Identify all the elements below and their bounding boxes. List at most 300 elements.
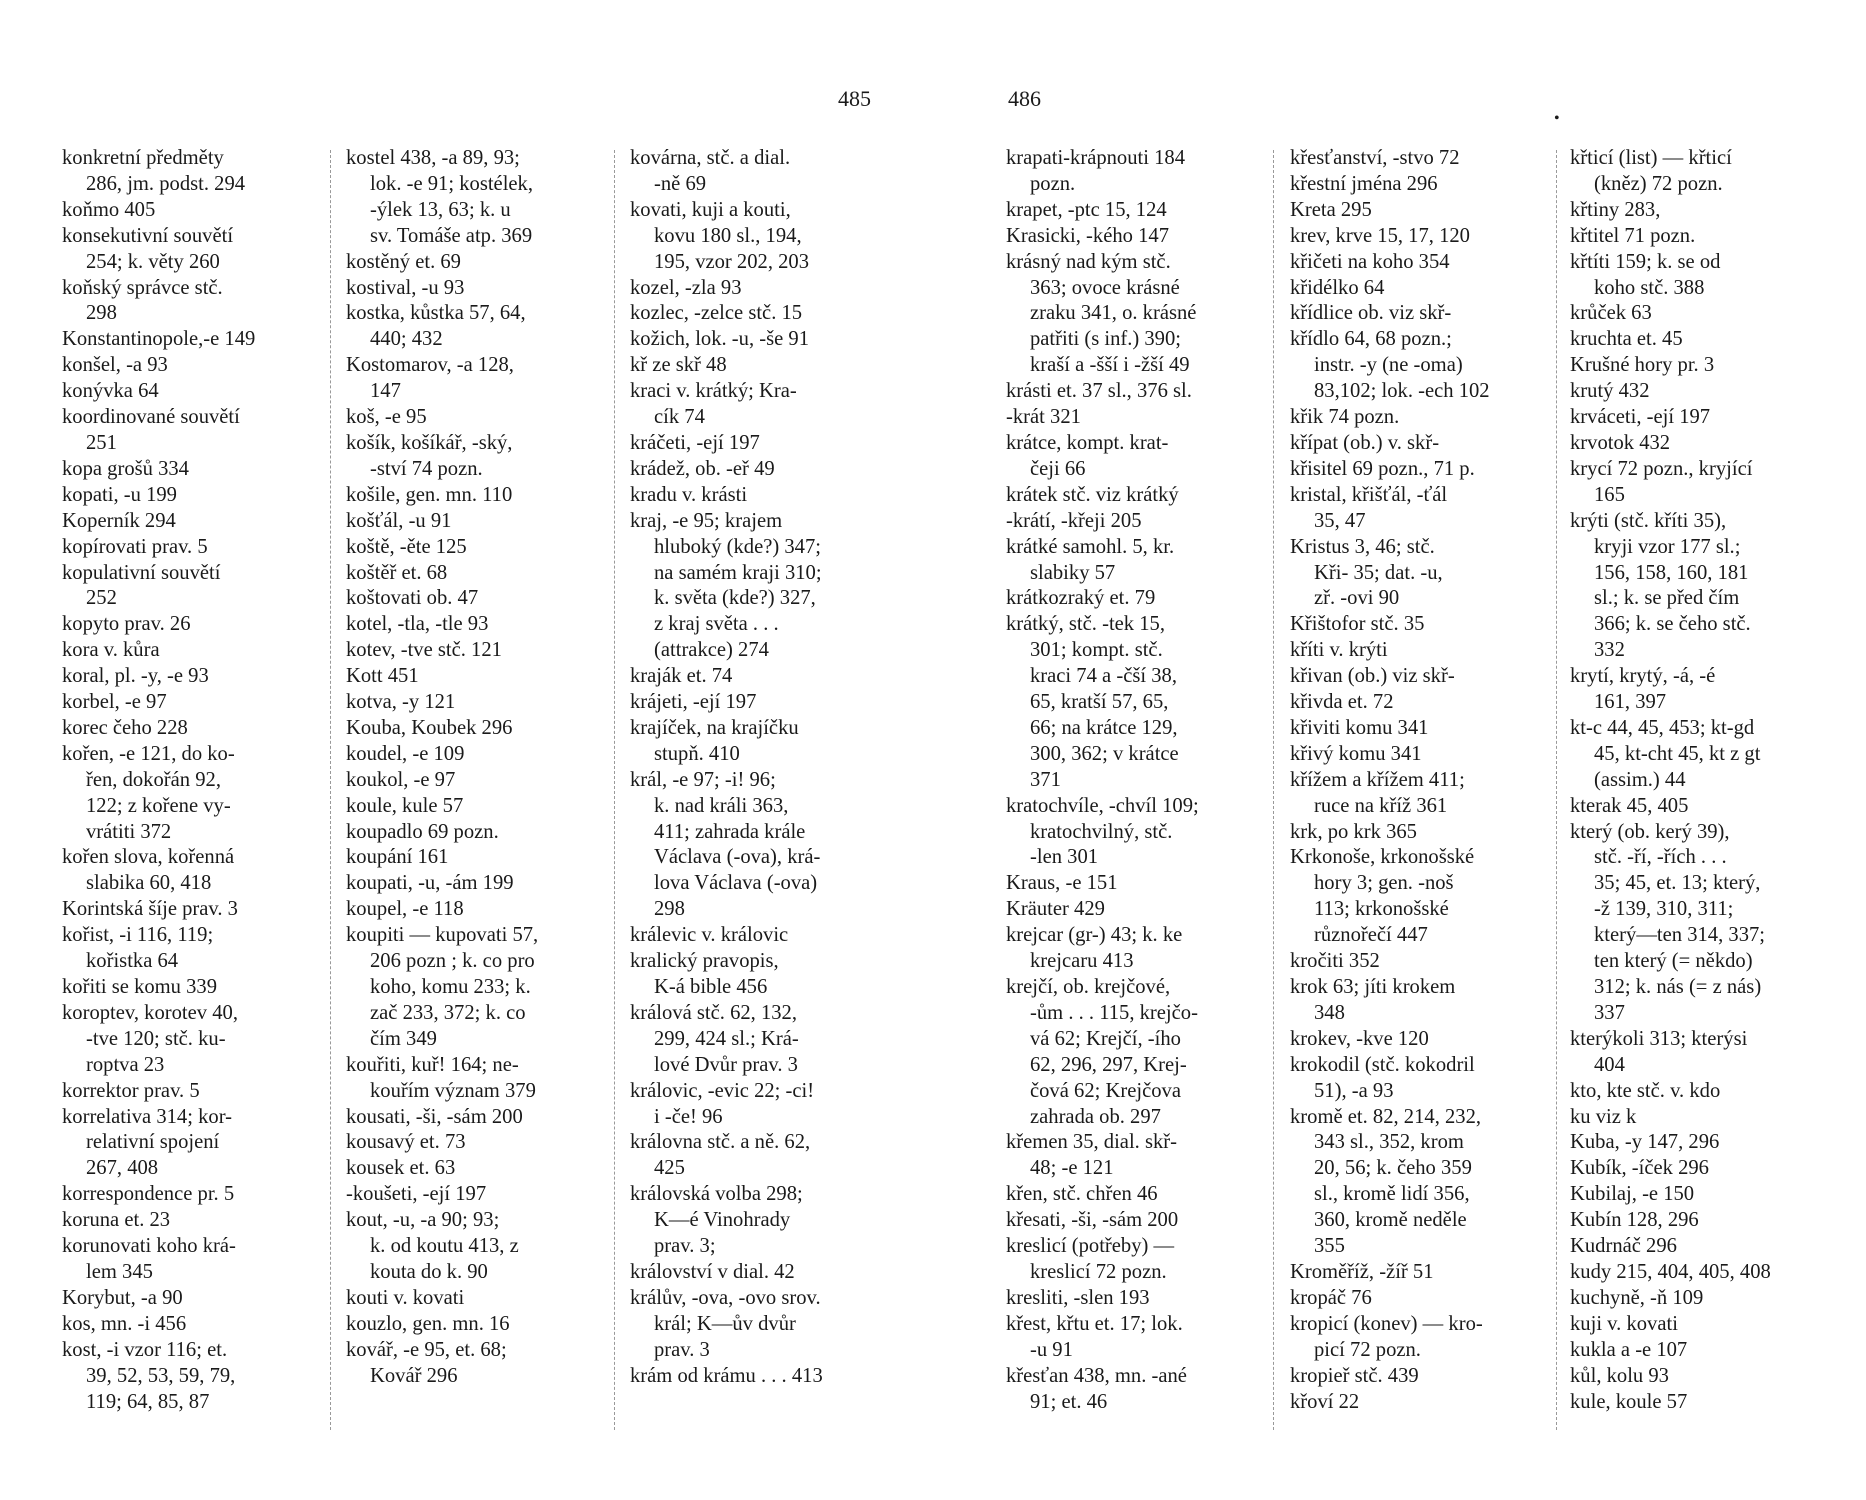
index-entry <box>62 923 255 975</box>
index-entry <box>1006 897 1199 923</box>
entry-headline: krváceti, -ejí 197 <box>1570 406 1711 429</box>
entry-continuation: 206 pozn ; k. co pro <box>370 950 535 973</box>
index-entry <box>630 431 823 457</box>
entry-headline: křičeti na koho 354 <box>1290 250 1450 273</box>
index-entry <box>1290 1053 1490 1105</box>
entry-headline: král, -e 97; -i! 96; <box>630 768 776 791</box>
entry-headline: Krušné hory pr. 3 <box>1570 354 1715 377</box>
index-entry <box>1006 586 1199 612</box>
entry-continuation: kratochvilný, stč. <box>1030 820 1173 843</box>
entry-headline: kropieř stč. 439 <box>1290 1364 1419 1387</box>
index-entry <box>62 535 255 561</box>
entry-headline: křídlice ob. viz skř- <box>1290 302 1452 325</box>
entry-headline: kt-c 44, 45, 453; kt-gd <box>1570 716 1755 739</box>
entry-headline: koukol, -e 97 <box>346 768 456 791</box>
entry-headline: kopyto prav. 26 <box>62 613 191 636</box>
entry-headline: kto, kte stč. v. kdo <box>1570 1079 1721 1102</box>
entry-continuation: 91; et. 46 <box>1030 1390 1108 1413</box>
entry-headline: Kouba, Koubek 296 <box>346 716 513 739</box>
index-entry <box>346 353 538 405</box>
entry-continuation: čeji 66 <box>1030 457 1086 480</box>
index-entry <box>1006 1286 1199 1312</box>
index-entry <box>1006 1312 1199 1364</box>
entry-headline: kráčeti, -ejí 197 <box>630 431 760 454</box>
entry-continuation: zahrada ob. 297 <box>1030 1105 1161 1128</box>
index-column-5 <box>1290 146 1490 1415</box>
entry-headline: královna stč. a ně. 62, <box>630 1131 811 1154</box>
index-entry <box>1290 224 1490 250</box>
entry-headline: kozel, -zla 93 <box>630 276 742 299</box>
index-entry <box>1570 509 1771 664</box>
index-entry <box>62 405 255 457</box>
index-entry <box>1290 327 1490 405</box>
entry-headline: kralický pravopis, <box>630 950 779 973</box>
entry-continuation: zač 233, 372; k. co <box>370 1001 526 1024</box>
index-entry <box>1570 353 1771 379</box>
entry-headline: kořiti se komu 339 <box>62 976 218 998</box>
entry-headline: Kubík, -íček 296 <box>1570 1157 1709 1180</box>
entry-continuation: Kři- 35; dat. -u, <box>1314 561 1443 584</box>
index-entry <box>62 276 255 328</box>
index-entry <box>346 871 538 897</box>
index-entry <box>1570 250 1771 302</box>
entry-continuation: prav. 3 <box>654 1338 710 1361</box>
index-entry <box>1570 664 1771 716</box>
entry-continuation: koho, komu 233; k. <box>370 976 531 998</box>
entry-headline: Kubilaj, -e 150 <box>1570 1183 1695 1206</box>
index-entry <box>62 690 255 716</box>
entry-headline: kořen slova, kořenná <box>62 846 235 869</box>
entry-continuation: 251 <box>86 431 117 454</box>
index-entry <box>1570 1208 1771 1234</box>
entry-headline: krájeti, -ejí 197 <box>630 691 757 714</box>
entry-continuation: ruce na kříž 361 <box>1314 794 1448 817</box>
entry-headline: -krátí, -křeji 205 <box>1006 509 1142 532</box>
entry-headline: krám od krámu . . . 413 <box>630 1364 823 1387</box>
entry-headline: křesati, -ši, -sám 200 <box>1006 1209 1179 1232</box>
index-entry <box>62 483 255 509</box>
entry-headline: kůl, kolu 93 <box>1570 1364 1669 1387</box>
index-entry <box>1290 820 1490 846</box>
entry-continuation: sl., kromě lidí 356, <box>1314 1183 1470 1206</box>
entry-headline: kristal, křišťál, -ťál <box>1290 483 1448 506</box>
index-entry <box>1006 1364 1199 1416</box>
entry-headline: krvotok 432 <box>1570 431 1671 454</box>
index-entry <box>62 1105 255 1183</box>
index-entry <box>1570 820 1771 1027</box>
index-column-4 <box>1006 146 1199 1415</box>
index-entry <box>346 431 538 483</box>
entry-headline: Krasicki, -kého 147 <box>1006 224 1169 247</box>
entry-headline: krátkozraký et. 79 <box>1006 587 1156 610</box>
entry-headline: křípat (ob.) v. skř- <box>1290 431 1440 454</box>
index-entry <box>1570 327 1771 353</box>
index-entry <box>1290 1390 1490 1416</box>
entry-continuation: 298 <box>86 302 117 325</box>
entry-continuation: -ýlek 13, 63; k. u <box>370 198 511 221</box>
entry-headline: Kreta 295 <box>1290 198 1372 221</box>
entry-headline: křtitel 71 pozn. <box>1570 224 1696 247</box>
entry-continuation: kryji vzor 177 sl.; <box>1594 535 1741 558</box>
entry-headline: křen, stč. chřen 46 <box>1006 1183 1158 1206</box>
index-entry <box>62 716 255 742</box>
index-entry <box>62 224 255 276</box>
entry-continuation: slabiky 57 <box>1030 561 1116 584</box>
entry-headline: křestní jména 296 <box>1290 172 1438 195</box>
entry-headline: Kostomarov, -a 128, <box>346 354 514 377</box>
entry-continuation: -ům . . . 115, krejčo- <box>1030 1001 1198 1024</box>
entry-headline: křtiny 283, <box>1570 198 1661 221</box>
index-entry <box>1570 1079 1771 1105</box>
entry-continuation: 332 <box>1594 639 1625 662</box>
entry-headline: kovář, -e 95, et. 68; <box>346 1338 507 1361</box>
entry-continuation: čím 349 <box>370 1027 437 1050</box>
entry-headline: kousavý et. 73 <box>346 1131 466 1154</box>
entry-continuation: pozn. <box>1030 172 1076 195</box>
entry-headline: krok 63; jíti krokem <box>1290 976 1456 998</box>
index-entry <box>62 146 255 198</box>
index-entry <box>1290 301 1490 327</box>
entry-headline: ku viz k <box>1570 1105 1637 1128</box>
entry-headline: krátké samohl. 5, kr. <box>1006 535 1175 558</box>
entry-headline: kožich, lok. -u, -še 91 <box>630 328 810 351</box>
entry-headline: koordinované souvětí <box>62 406 240 429</box>
entry-headline: kropáč 76 <box>1290 1286 1372 1309</box>
entry-headline: kouzlo, gen. mn. 16 <box>346 1312 510 1335</box>
index-entry <box>1570 1364 1771 1390</box>
entry-headline: koudel, -e 109 <box>346 742 465 765</box>
entry-continuation: 299, 424 sl.; Krá- <box>654 1027 799 1050</box>
entry-continuation: 404 <box>1594 1053 1625 1076</box>
entry-headline: kročiti 352 <box>1290 950 1380 973</box>
entry-headline: krapati-krápnouti 184 <box>1006 147 1185 169</box>
index-entry <box>1290 638 1490 664</box>
index-entry <box>346 405 538 431</box>
entry-headline: Korybut, -a 90 <box>62 1286 183 1309</box>
entry-headline: konsekutivní souvětí <box>62 224 234 247</box>
index-entry <box>1570 1260 1771 1286</box>
entry-headline: Křištofor stč. 35 <box>1290 613 1425 636</box>
entry-headline: korrespondence pr. 5 <box>62 1183 235 1206</box>
entry-continuation: který—ten 314, 337; <box>1594 924 1766 947</box>
index-entry <box>1006 379 1199 405</box>
entry-headline: koštovati ob. 47 <box>346 587 479 610</box>
index-entry <box>346 1182 538 1208</box>
index-entry <box>630 690 823 716</box>
entry-headline: koule, kule 57 <box>346 794 464 817</box>
index-entry <box>1570 146 1771 198</box>
entry-continuation: vrátiti 372 <box>86 820 172 843</box>
index-entry <box>346 301 538 353</box>
entry-continuation: 35, 47 <box>1314 509 1366 532</box>
entry-continuation: sv. Tomáše atp. 369 <box>370 224 533 247</box>
entry-headline: kozlec, -zelce stč. 15 <box>630 302 803 325</box>
entry-continuation: K-á bible 456 <box>654 976 768 998</box>
entry-continuation: i -če! 96 <box>654 1105 723 1128</box>
entry-continuation: král; K—ův dvůr <box>654 1312 796 1335</box>
index-entry <box>630 1182 823 1260</box>
entry-continuation: instr. -y (ne -oma) <box>1314 354 1463 377</box>
entry-headline: křížem a křížem 411; <box>1290 768 1465 791</box>
index-entry <box>346 276 538 302</box>
index-entry <box>1290 405 1490 431</box>
index-entry <box>62 561 255 613</box>
entry-continuation: (attrakce) 274 <box>654 639 769 662</box>
index-entry <box>630 1364 823 1390</box>
index-entry <box>346 638 538 664</box>
index-entry <box>1570 301 1771 327</box>
entry-continuation: 254; k. věty 260 <box>86 250 220 273</box>
entry-continuation: 48; -e 121 <box>1030 1157 1114 1180</box>
entry-headline: krev, krve 15, 17, 120 <box>1290 224 1470 247</box>
entry-headline: kraci v. krátký; Kra- <box>630 380 797 403</box>
index-entry <box>630 198 823 276</box>
entry-continuation: 348 <box>1314 1001 1345 1024</box>
entry-headline: křídlo 64, 68 pozn.; <box>1290 328 1452 351</box>
entry-headline: kořen, -e 121, do ko- <box>62 742 235 765</box>
index-entry <box>1006 871 1199 897</box>
index-entry <box>630 301 823 327</box>
index-entry <box>346 690 538 716</box>
entry-headline: kostival, -u 93 <box>346 276 465 299</box>
entry-continuation: lova Václava (-ova) <box>654 872 818 895</box>
entry-headline: krátce, kompt. krat- <box>1006 431 1169 454</box>
index-entry <box>346 561 538 587</box>
entry-headline: kousek et. 63 <box>346 1157 456 1180</box>
entry-continuation: z kraj světa . . . <box>654 613 779 636</box>
entry-continuation: 267, 408 <box>86 1157 159 1180</box>
entry-continuation: 337 <box>1594 1001 1625 1024</box>
entry-continuation: 343 sl., 352, krom <box>1314 1131 1464 1154</box>
entry-continuation: -ž 139, 310, 311; <box>1594 898 1734 921</box>
entry-headline: kotva, -y 121 <box>346 691 456 714</box>
entry-headline: krýti (stč. kříti 35), <box>1570 509 1727 532</box>
entry-continuation: 51), -a 93 <box>1314 1079 1394 1102</box>
entry-continuation: 62, 296, 297, Krej- <box>1030 1053 1187 1076</box>
entry-continuation: 65, kratší 57, 65, <box>1030 691 1169 714</box>
entry-continuation: 366; k. se čeho stč. <box>1594 613 1751 636</box>
index-entry <box>1570 1027 1771 1079</box>
entry-continuation: relativní spojení <box>86 1131 220 1154</box>
entry-continuation: kouřím význam 379 <box>370 1079 536 1102</box>
entry-headline: koš, -e 95 <box>346 406 427 429</box>
entry-continuation: 83,102; lok. -ech 102 <box>1314 380 1490 403</box>
index-entry <box>1006 431 1199 483</box>
entry-headline: kuji v. kovati <box>1570 1312 1678 1335</box>
index-entry <box>346 1156 538 1182</box>
index-entry <box>1006 794 1199 872</box>
index-entry <box>1570 198 1771 224</box>
index-entry <box>1570 1182 1771 1208</box>
entry-headline: konšel, -a 93 <box>62 354 168 377</box>
entry-headline: Kott 451 <box>346 665 419 688</box>
entry-headline: královic, -evic 22; -ci! <box>630 1079 815 1102</box>
index-entry <box>1290 1312 1490 1364</box>
entry-headline: Krkonoše, krkonošské <box>1290 846 1475 869</box>
column-rule <box>614 150 615 1430</box>
entry-headline: Korintská šíje prav. 3 <box>62 898 238 921</box>
index-entry <box>1570 1312 1771 1338</box>
entry-continuation: čová 62; Krejčova <box>1030 1079 1181 1102</box>
entry-continuation: 300, 362; v krátce <box>1030 742 1179 765</box>
entry-headline: koupání 161 <box>346 846 449 869</box>
index-entry <box>1290 975 1490 1027</box>
entry-headline: koroptev, korotev 40, <box>62 1001 238 1024</box>
entry-headline: kropicí (konev) — kro- <box>1290 1312 1483 1335</box>
index-entry <box>1006 483 1199 509</box>
entry-continuation: 440; 432 <box>370 328 443 351</box>
index-entry <box>1006 224 1199 250</box>
entry-continuation: k. nad králi 363, <box>654 794 789 817</box>
index-entry <box>346 146 538 250</box>
index-entry <box>630 664 823 690</box>
index-entry <box>630 1260 823 1286</box>
index-entry <box>1290 276 1490 302</box>
index-entry <box>1570 1130 1771 1156</box>
entry-headline: křiviti komu 341 <box>1290 716 1429 739</box>
entry-headline: košile, gen. mn. 110 <box>346 483 513 506</box>
entry-continuation: 45, kt-cht 45, kt z gt <box>1594 742 1761 765</box>
index-entry <box>346 897 538 923</box>
column-rule <box>1556 150 1557 1430</box>
index-entry <box>346 923 538 1053</box>
entry-headline: kovárna, stč. a dial. <box>630 147 791 169</box>
index-entry <box>346 535 538 561</box>
index-entry <box>346 1130 538 1156</box>
entry-continuation: sl.; k. se před čím <box>1594 587 1740 610</box>
entry-headline: krycí 72 pozn., kryjící <box>1570 457 1753 480</box>
entry-headline: kule, koule 57 <box>1570 1390 1688 1413</box>
index-entry <box>346 820 538 846</box>
index-entry <box>62 845 255 897</box>
entry-continuation: 147 <box>370 380 401 403</box>
index-entry <box>630 509 823 664</box>
entry-headline: korrelativa 314; kor- <box>62 1105 232 1128</box>
index-entry <box>346 664 538 690</box>
entry-headline: kraj, -e 95; krajem <box>630 509 783 532</box>
index-entry <box>1006 1234 1199 1286</box>
index-entry <box>346 794 538 820</box>
entry-headline: korunovati koho krá- <box>62 1235 236 1258</box>
entry-headline: Kuba, -y 147, 296 <box>1570 1131 1720 1154</box>
entry-headline: kopati, -u 199 <box>62 483 177 506</box>
index-entry <box>62 1182 255 1208</box>
entry-headline: kukla a -e 107 <box>1570 1338 1688 1361</box>
entry-headline: kterýkoli 313; kterýsi <box>1570 1027 1748 1050</box>
index-entry <box>62 1001 255 1079</box>
index-entry <box>1570 1390 1771 1416</box>
entry-continuation: -u 91 <box>1030 1338 1073 1361</box>
entry-continuation: 301; kompt. stč. <box>1030 639 1163 662</box>
entry-continuation: zraku 341, o. krásné <box>1030 302 1197 325</box>
entry-headline: kouřiti, kuř! 164; ne- <box>346 1053 519 1076</box>
entry-headline: křticí (list) — křticí <box>1570 147 1732 169</box>
index-entry <box>630 457 823 483</box>
index-entry <box>1290 664 1490 690</box>
index-entry <box>1290 845 1490 949</box>
index-entry <box>630 1130 823 1182</box>
entry-continuation: lem 345 <box>86 1260 153 1283</box>
index-entry <box>1290 1364 1490 1390</box>
index-entry <box>1290 483 1490 535</box>
entry-continuation: 425 <box>654 1157 685 1180</box>
entry-headline: křivda et. 72 <box>1290 691 1394 714</box>
entry-headline: krokev, -kve 120 <box>1290 1027 1429 1050</box>
entry-continuation: 113; krkonošské <box>1314 898 1449 921</box>
entry-headline: kudy 215, 404, 405, 408 <box>1570 1260 1771 1283</box>
index-entry <box>346 509 538 535</box>
entry-headline: kreslicí (potřeby) — <box>1006 1235 1175 1258</box>
entry-headline: kraják et. 74 <box>630 665 733 688</box>
entry-headline: krapet, -ptc 15, 124 <box>1006 198 1167 221</box>
entry-continuation: 298 <box>654 898 685 921</box>
entry-continuation: picí 72 pozn. <box>1314 1338 1421 1361</box>
index-entry <box>62 664 255 690</box>
entry-headline: krajíček, na krajíčku <box>630 716 799 739</box>
entry-headline: kora v. kůra <box>62 639 160 662</box>
index-entry <box>346 1208 538 1286</box>
entry-headline: krejčí, ob. krejčové, <box>1006 976 1171 998</box>
entry-headline: kresliti, -slen 193 <box>1006 1286 1150 1309</box>
index-entry <box>1290 172 1490 198</box>
index-entry <box>630 768 823 923</box>
index-entry <box>62 1338 255 1416</box>
index-entry <box>1570 1338 1771 1364</box>
entry-continuation: K—é Vinohrady <box>654 1209 791 1232</box>
entry-headline: kuchyně, -ň 109 <box>1570 1286 1704 1309</box>
index-entry <box>1006 1208 1199 1234</box>
entry-headline: Kräuter 429 <box>1006 898 1105 921</box>
entry-headline: křest, křtu et. 17; lok. <box>1006 1312 1183 1335</box>
entry-continuation: 195, vzor 202, 203 <box>654 250 810 273</box>
index-entry <box>1290 457 1490 483</box>
entry-headline: krásti et. 37 sl., 376 sl. <box>1006 380 1192 403</box>
entry-continuation: k. od koutu 413, z <box>370 1235 519 1258</box>
entry-continuation: 252 <box>86 587 117 610</box>
entry-headline: kř ze skř 48 <box>630 354 727 377</box>
index-entry <box>1290 431 1490 457</box>
entry-headline: křivan (ob.) viz skř- <box>1290 665 1455 688</box>
entry-headline: kruchta et. 45 <box>1570 328 1683 351</box>
index-entry <box>1290 146 1490 172</box>
entry-headline: kromě et. 82, 214, 232, <box>1290 1105 1482 1128</box>
index-entry <box>62 742 255 846</box>
index-entry <box>1290 716 1490 742</box>
index-entry <box>630 949 823 1001</box>
column-rule <box>1273 150 1274 1430</box>
entry-headline: košík, košíkář, -ský, <box>346 431 513 454</box>
index-entry <box>1006 198 1199 224</box>
entry-headline: králevic v. královic <box>630 924 789 947</box>
index-entry <box>630 1079 823 1131</box>
index-entry <box>346 716 538 742</box>
entry-continuation: 35; 45, et. 13; který, <box>1594 872 1761 895</box>
entry-continuation: roptva 23 <box>86 1053 165 1076</box>
index-entry <box>1290 742 1490 768</box>
entry-continuation: 122; z kořene vy- <box>86 794 231 817</box>
entry-continuation: vá 62; Krejčí, -ího <box>1030 1027 1181 1050</box>
index-entry <box>1570 431 1771 457</box>
index-entry <box>630 716 823 768</box>
entry-continuation: -len 301 <box>1030 846 1099 869</box>
index-entry <box>346 768 538 794</box>
entry-continuation: koho stč. 388 <box>1594 276 1705 299</box>
entry-continuation: -tve 120; stč. ku- <box>86 1027 226 1050</box>
entry-headline: koupel, -e 118 <box>346 898 464 921</box>
entry-headline: královská volba 298; <box>630 1183 803 1206</box>
page-number-right: 486 <box>1008 86 1041 111</box>
index-entry <box>62 975 255 1001</box>
